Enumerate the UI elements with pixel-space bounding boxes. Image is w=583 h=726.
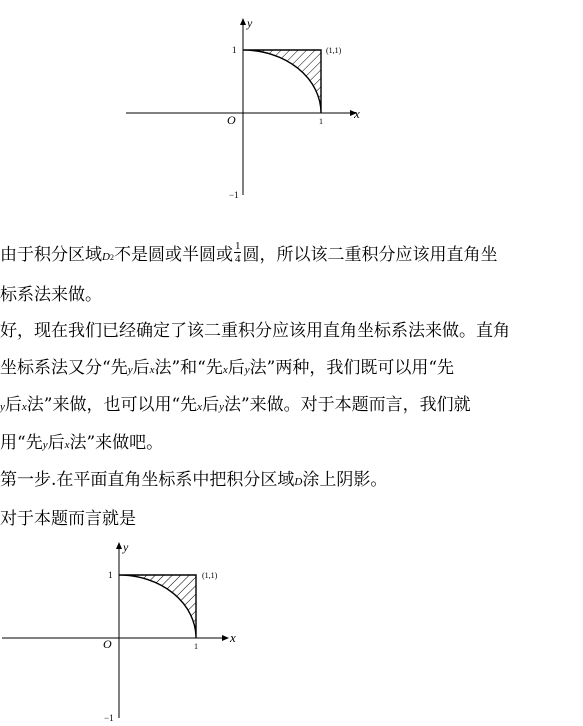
paragraph-1: [0, 238, 583, 275]
x-axis-arrow: [222, 635, 229, 641]
text: 后: [132, 358, 150, 378]
text: 法”和“先: [154, 358, 223, 378]
shaded-region: [243, 50, 321, 113]
var-x: x: [149, 364, 155, 376]
paragraph-2-line-4: [0, 426, 583, 462]
para1-text-a: 由于积分区域: [0, 245, 102, 265]
para1-line2: 标系法来做。: [0, 285, 102, 305]
var-y: y: [244, 364, 250, 376]
paragraph-2-line-3: [0, 388, 583, 424]
tick-y-top: 1: [232, 45, 237, 55]
tick-x-right: 1: [194, 642, 198, 651]
figure-bottom: [0, 535, 583, 726]
text: 法”两种，我们既可以用“先: [249, 358, 455, 378]
fraction-denominator: 4: [234, 253, 241, 265]
var-y: y: [0, 401, 5, 413]
x-axis-label: x: [230, 630, 236, 645]
text: 用“先: [0, 433, 43, 453]
y-axis-arrow: [240, 18, 246, 25]
var-x: x: [197, 401, 203, 413]
point-label: (1,1): [202, 571, 218, 580]
var-d-sub: 2: [109, 253, 114, 262]
figure-top: [0, 0, 583, 210]
fraction-quarter: [234, 240, 242, 265]
text: 涂上阴影。: [302, 470, 388, 490]
para1-text-b: 不是圆或半圆或: [113, 245, 233, 265]
x-axis-label: x: [354, 106, 360, 121]
tick-y-top: 1: [108, 570, 113, 580]
text: 法”来做吧。: [69, 433, 164, 453]
paragraph-2-line-1: [0, 314, 583, 348]
origin-label: O: [103, 637, 112, 651]
text: 对于本题而言就是: [0, 509, 136, 529]
y-axis-label: y: [247, 16, 253, 30]
y-axis-arrow: [116, 542, 122, 549]
text: 法”来做，也可以用“先: [26, 395, 198, 415]
var-y: y: [42, 439, 48, 451]
y-axis-label: y: [123, 540, 129, 554]
text: 后: [47, 433, 65, 453]
var-x: x: [21, 401, 27, 413]
text: 坐标系法又分“先: [0, 358, 128, 378]
text: 后: [4, 395, 22, 415]
var-y: y: [219, 401, 224, 413]
text: 后: [227, 358, 245, 378]
text: 第一步.在平面直角坐标系中把积分区域: [0, 470, 295, 490]
paragraph-1-line-2: [0, 278, 583, 312]
var-d: D: [102, 251, 110, 263]
point-label: (1,1): [326, 46, 342, 55]
var-x: x: [222, 364, 228, 376]
shaded-region: [119, 575, 196, 638]
var-x: x: [64, 439, 70, 451]
text: 后: [202, 395, 220, 415]
paragraph-3: [0, 463, 583, 499]
paragraph-4: [0, 502, 583, 536]
text: 法”来做。对于本题而言，我们就: [223, 395, 471, 415]
tick-x-right: 1: [319, 117, 323, 126]
origin-label: O: [227, 113, 236, 127]
var-y: y: [127, 364, 133, 376]
tick-y-bottom: −1: [104, 713, 114, 723]
tick-y-bottom: −1: [229, 190, 239, 200]
para1-text-c: 圆，所以该二重积分应该用直角坐: [242, 245, 498, 265]
para2-line1: 好，现在我们已经确定了该二重积分应该用直角坐标系法来做。直角: [0, 321, 510, 341]
var-d: D: [294, 476, 303, 488]
paragraph-2-line-2: [0, 351, 583, 387]
fraction-numerator: 1: [234, 240, 241, 252]
